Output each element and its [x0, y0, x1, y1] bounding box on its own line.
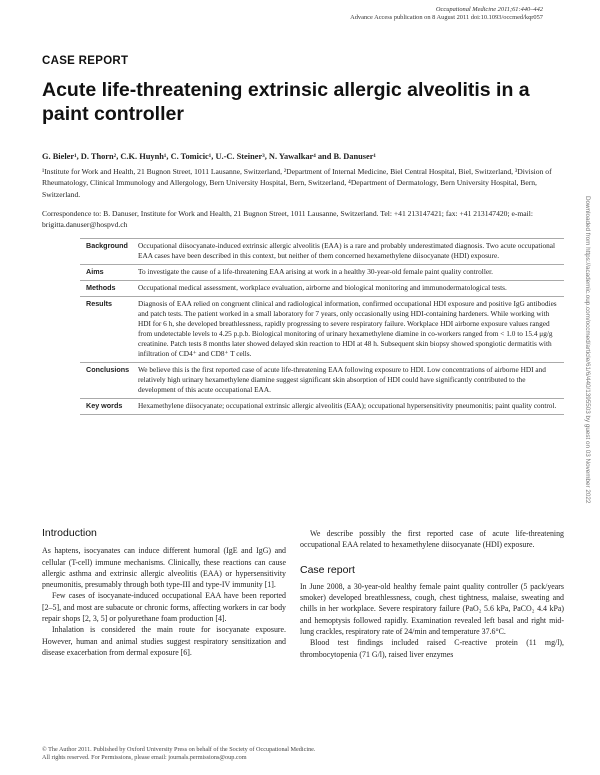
abstract-text: We believe this is the first reported case of acute life-threatening EAA following exposure to HDI. Low concentrations of airborne HDI and relatively high urinary hexamethylene diamine suggest significant skin absorption of HDI could have significantly contributed to the development of this acute occupational EAA.	[138, 365, 546, 394]
abstract-text: Occupational diisocyanate-induced extrinsic allergic alveolitis (EAA) is a rare and probably underestimated diagnosis. Two acute occupational EAA cases have been described in this context, but neither of them concerned hexamethylene diisocyanate (HDI) exposure.	[138, 241, 556, 260]
abstract-row	[80, 239, 564, 265]
advance-access-line: Advance Access publication on 8 August 2011 doi:10.1093/occmed/kqr057	[350, 14, 543, 21]
correspondence: Correspondence to: B. Danuser, Institute for Work and Health, 21 Bugnon Street, 1011 Lausanne, Switzerland. Tel: +41 213147421; fax: +41 213147420; e-mail: brigitta.danuser@hospvd.ch	[42, 209, 533, 230]
article-type-label: CASE REPORT	[42, 55, 129, 67]
abstract-row	[80, 297, 564, 363]
intro-paragraph: Few cases of isocyanate-induced occupational EAA have been reported [2–5], and most are subacute or chronic forms, affecting workers in car body repair shops [2, 3, 5] or polyurethane foam production [4].	[42, 591, 286, 624]
structured-abstract	[80, 238, 564, 415]
abstract-key: Aims	[86, 267, 104, 276]
abstract-row	[80, 399, 564, 415]
copyright-line: © The Author 2011. Published by Oxford University Press on behalf of the Society of Occupational Medicine.	[42, 746, 316, 753]
intro-closing-paragraph: We describe possibly the first reported case of acute life-threatening occupational EAA related to hexamethylene diisocyanate (HDI) exposure.	[300, 529, 564, 550]
abstract-key: Methods	[86, 283, 116, 292]
abstract-row	[80, 363, 564, 399]
introduction-heading: Introduction	[42, 527, 97, 539]
case-paragraph: Blood test findings included raised C-reactive protein (11 mg/l), thrombocytopenia (71 G/l), raised liver enzymes	[300, 638, 564, 659]
affiliations: ¹Institute for Work and Health, 21 Bugnon Street, 1011 Lausanne, Switzerland, ²Department of Internal Medicine, Biel Central Hospital, Biel, Switzerland, ³Division of Rheumatology, Clinical Immunology and Allergology, Bern University Hospital, Bern, Switzerland, ⁴Department of Dermatology, Bern University Hospital, Bern, Switzerland.	[42, 167, 552, 199]
abstract-key: Results	[86, 299, 112, 308]
intro-paragraph: Inhalation is considered the main route for isocyanate exposure. However, human and animal studies suggest respiratory sensitization and disease exacerbation from dermal exposure [6].	[42, 625, 286, 657]
copyright-footer	[42, 746, 315, 762]
journal-line: Occupational Medicine 2011;61:440–442	[435, 6, 543, 13]
abstract-row	[80, 265, 564, 281]
case-paragraph: In June 2008, a 30-year-old healthy female paint quality controller (5 pack/years smoker) developed breathlessness, cough, chest tightness, malaise, sweating and chills in her workplace. Severe respiratory failure (PaO₂ 5.6 kPa, PaCO₂ 4.4 kPa) and hemoptysis followed rapidly. Examination revealed left basal and right mid-lung crackles, respiratory rate of 24/min and temperature 37.6°C.	[300, 581, 564, 637]
article-title: Acute life-threatening extrinsic allergic alveolitis in a paint controller	[42, 79, 530, 125]
author-list: G. Bieler¹, D. Thorn², C.K. Huynh¹, C. Tomicic¹, U.-C. Steiner³, N. Yawalkar⁴ and B. Danuser¹	[42, 152, 376, 161]
right-column	[300, 528, 564, 660]
abstract-text: Occupational medical assessment, workplace evaluation, airborne and biological monitoring and immunodermatological tests.	[138, 283, 507, 292]
abstract-key: Background	[86, 241, 128, 250]
case-report-heading: Case report	[300, 563, 355, 576]
abstract-text: Hexamethylene diisocyanate; occupational extrinsic allergic alveolitis (EAA); occupational hypersensitivity pneumonitis; paint quality control.	[138, 401, 557, 410]
download-watermark: Downloaded from https://academic.oup.com/occmed/article/61/6/440/1395503 by guest on 03 November 2022	[584, 196, 591, 504]
abstract-row	[80, 281, 564, 297]
abstract-key: Key words	[86, 401, 123, 410]
abstract-key: Conclusions	[86, 365, 130, 374]
permissions-line: All rights reserved. For Permissions, please email: journals.permissions@oup.com	[42, 754, 247, 761]
journal-citation	[350, 6, 543, 22]
abstract-text: Diagnosis of EAA relied on congruent clinical and radiological information, confirmed occupational HDI exposure and positive IgG antibodies and patch tests. The patient worked in a small laboratory for 7 years, only occasionally using HDI-containing hardeners. While working with HDI for 6 h, she developed breathlessness, rapidly progressing to severe respiratory failure. Workplace HDI airborne exposure values ranged from undetectable levels to 4.25 p.p.b. Biological monitoring of urinary hexamethylene diamine in co-workers ranged from < 1.0 to 15.4 μg/g creatinine. Patch tests 8 months later showed delayed skin reaction to HDI at 48 h. Subsequent skin biopsy showed spongiotic dermatitis with infiltration of CD4⁺ and CD8⁺ T cells.	[138, 299, 557, 358]
abstract-text: To investigate the cause of a life-threatening EAA arising at work in a healthy 30-year-old female paint quality controller.	[138, 267, 493, 276]
intro-paragraph: As haptens, isocyanates can induce different humoral (IgE and IgG) and cellular (T-cell) immune mechanisms. Clinically, these reactions can cause allergic asthma and extrinsic allergic alveolitis (EAA) or hypersensitivity pneumonitis, presumably through both type-III and type-IV immunity [1].	[42, 546, 286, 590]
left-column	[42, 528, 286, 658]
